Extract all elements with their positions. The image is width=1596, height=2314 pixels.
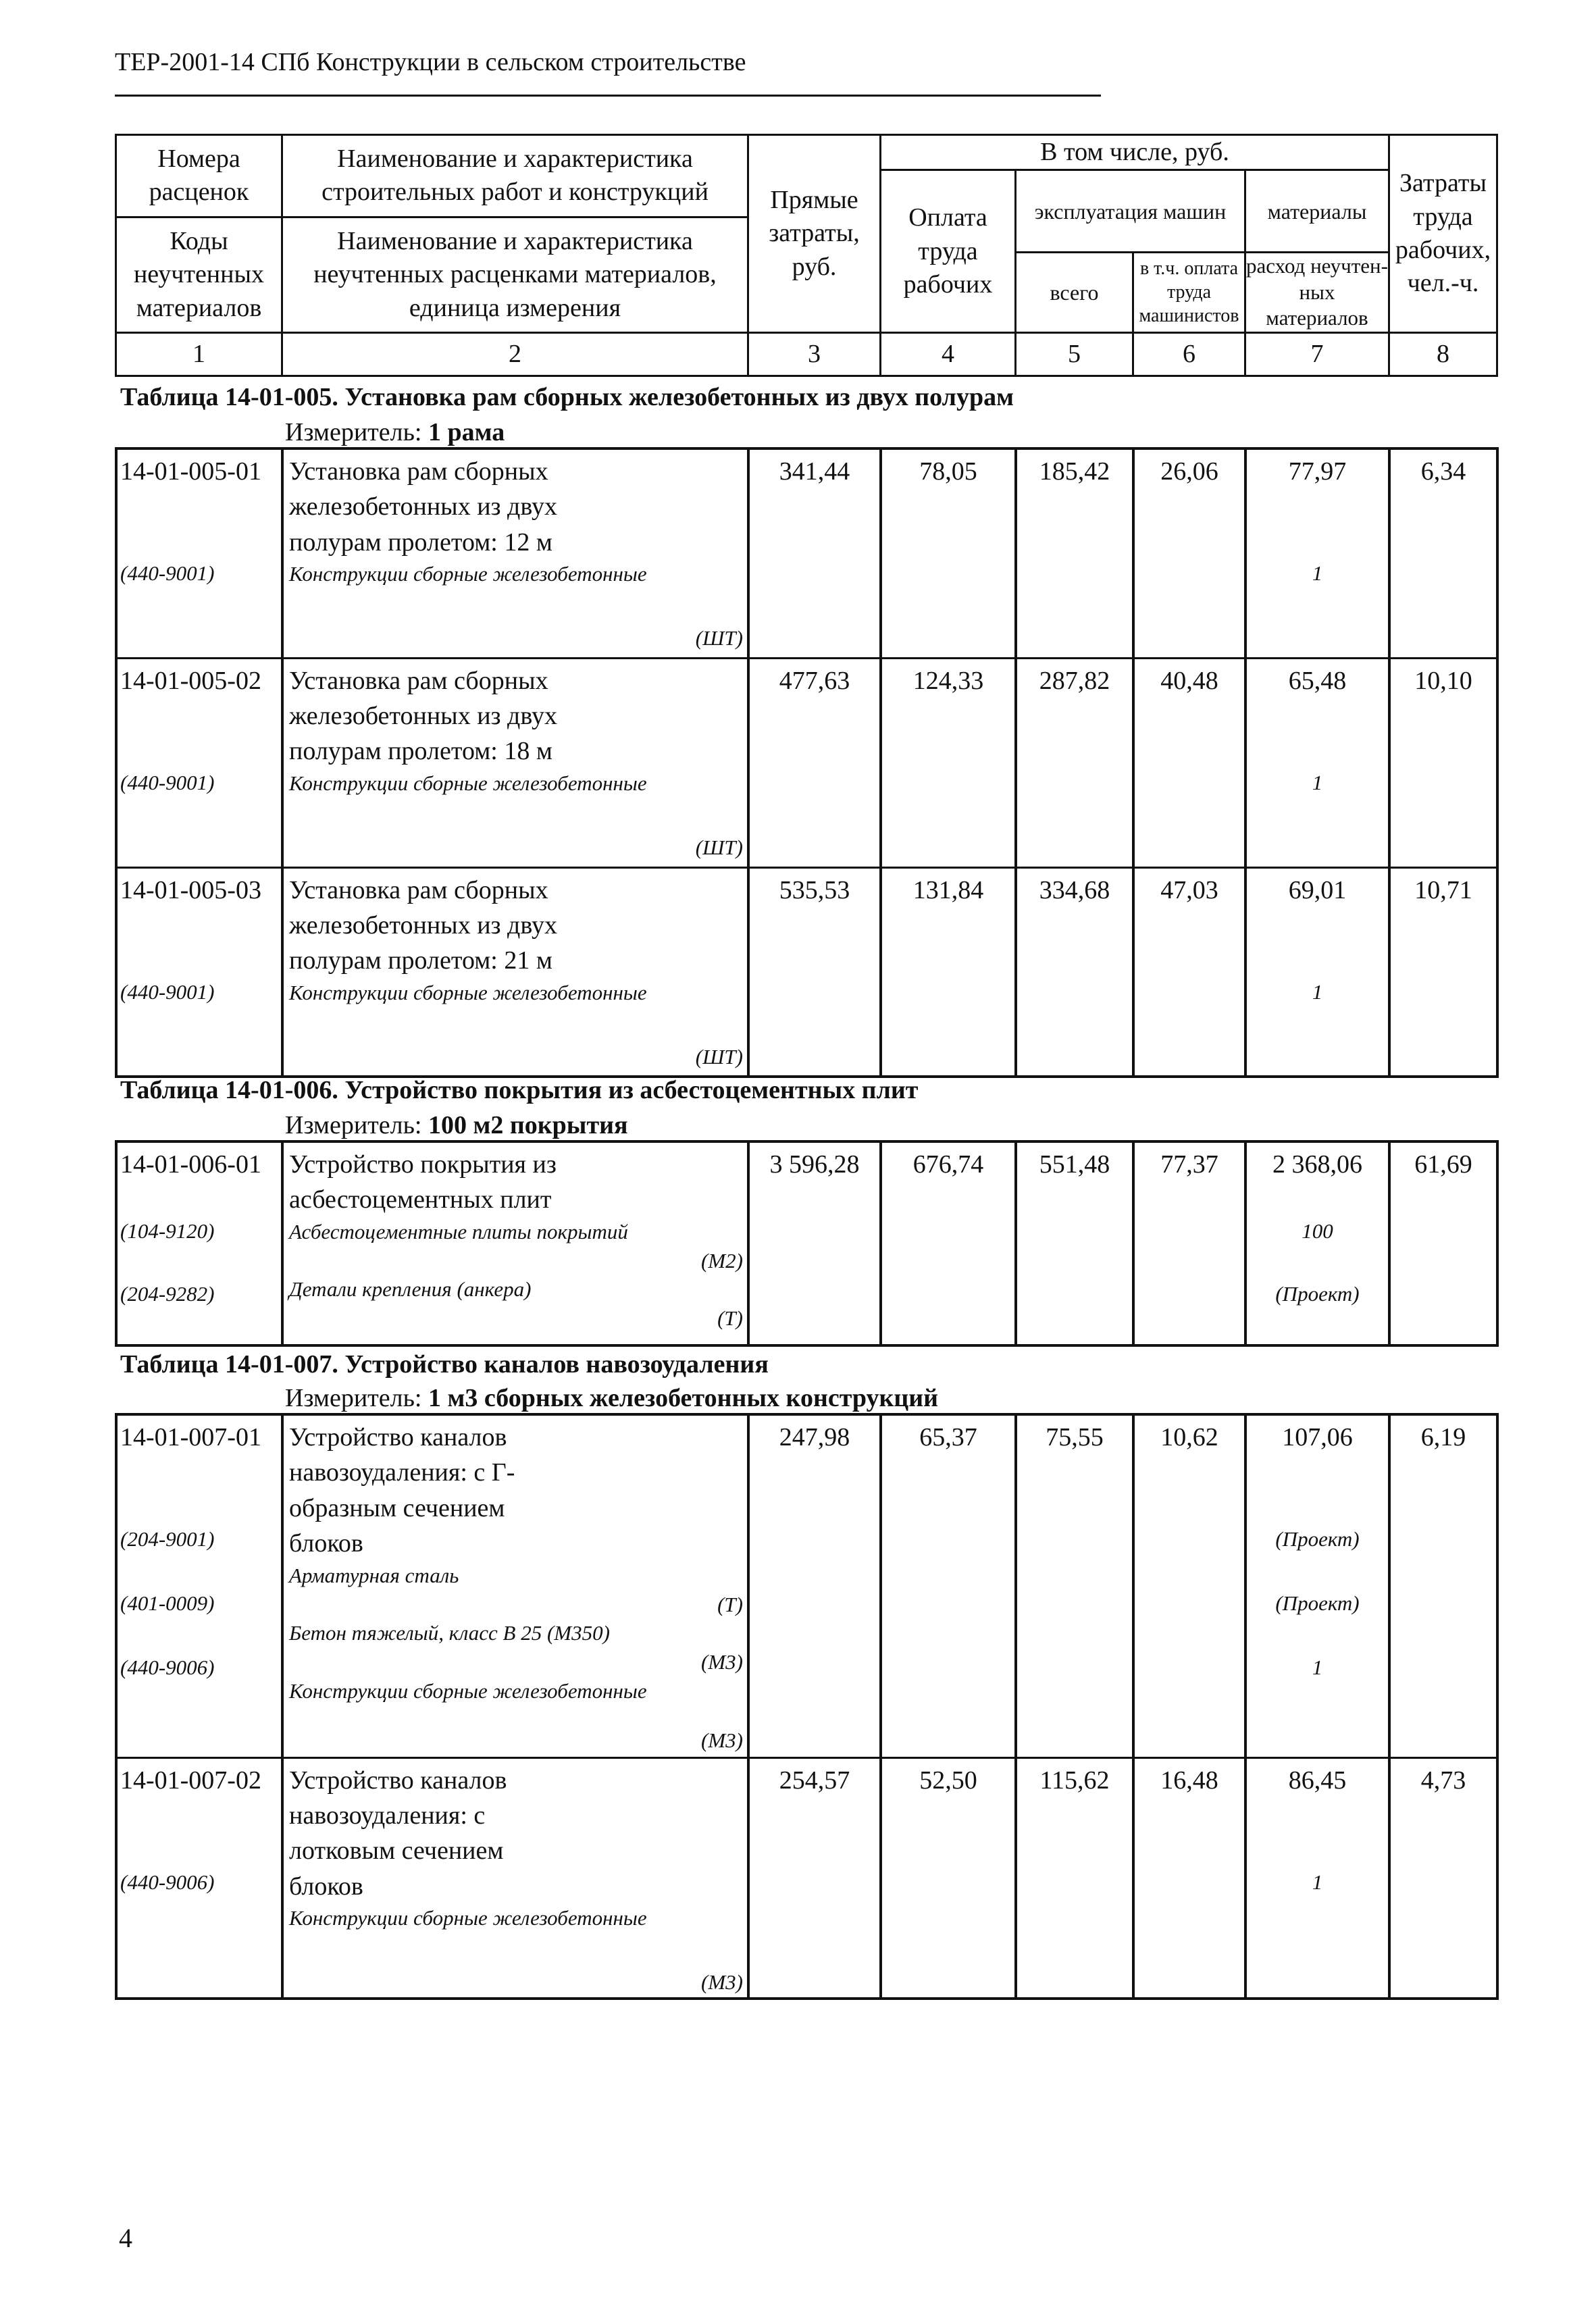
- row-code-cell: [116, 448, 282, 658]
- materials-cell: [1245, 1414, 1389, 1757]
- rate-code: 14-01-007-01: [120, 1423, 261, 1451]
- table-row: [116, 448, 1497, 658]
- labor-cost: 65,37: [881, 1414, 1016, 1757]
- col3-header: Прямые затраты, руб.: [748, 135, 881, 333]
- work-name: Устройство каналов навозоудаления: с Г-образным сечением блоков: [289, 1423, 515, 1558]
- measure: [285, 1110, 628, 1140]
- material-name: Асбестоцементные плиты покрытий: [289, 1219, 628, 1243]
- machinists-pay: 26,06: [1133, 448, 1245, 658]
- work-name: Установка рам сборных железобетонных из двух полурам пролетом: 12 м: [289, 457, 558, 557]
- measure-label: Измеритель:: [285, 1384, 422, 1412]
- labor-cost: 676,74: [881, 1141, 1016, 1345]
- material-unit: (ШТ): [695, 626, 743, 650]
- material-code: (440-9001): [120, 561, 215, 586]
- rate-code: 14-01-006-01: [120, 1150, 261, 1179]
- col2-header: [282, 135, 748, 333]
- material-name: Конструкции сборные железобетонные: [289, 562, 647, 586]
- materials-cell: [1245, 867, 1389, 1077]
- labor-cost: 131,84: [881, 867, 1016, 1077]
- col-num: 3: [748, 333, 881, 376]
- labor-hours: 10,10: [1389, 658, 1497, 867]
- labor-hours: 6,34: [1389, 448, 1497, 658]
- materials-cell: [1245, 1757, 1389, 1999]
- row-name-cell: [282, 867, 748, 1077]
- header-rule: [115, 95, 1101, 97]
- labor-hours: 6,19: [1389, 1414, 1497, 1757]
- material-qty: 100: [1302, 1219, 1333, 1243]
- measure-label: Измеритель:: [285, 418, 422, 446]
- col-num: 1: [116, 333, 282, 376]
- col-num: 8: [1389, 333, 1497, 376]
- row-code-cell: [116, 1141, 282, 1345]
- direct-cost: 247,98: [748, 1414, 881, 1757]
- row-code-cell: [116, 1414, 282, 1757]
- machines-total: 551,48: [1016, 1141, 1133, 1345]
- work-name: Устройство покрытия из асбестоцементных плит: [289, 1150, 557, 1214]
- material-code: (204-9282): [120, 1282, 215, 1306]
- table-row: [116, 658, 1497, 867]
- machines-total: 115,62: [1016, 1757, 1133, 1999]
- material-name: Арматурная сталь: [289, 1563, 459, 1587]
- data-table: [115, 447, 1499, 1078]
- data-table: [115, 1413, 1499, 2000]
- page-number: 4: [119, 2223, 132, 2253]
- material-code: (440-9001): [120, 979, 215, 1004]
- labor-hours: 4,73: [1389, 1757, 1497, 1999]
- work-name: Устройство каналов навозоудаления: с лотковым сечением блоков: [289, 1766, 507, 1901]
- material-qty: 1: [1312, 561, 1323, 586]
- materials-cost: 86,45: [1288, 1766, 1347, 1795]
- col1-label-a: Номера расценок: [117, 143, 281, 218]
- machines-total: 185,42: [1016, 448, 1133, 658]
- material-unit: (ШТ): [695, 835, 743, 859]
- col8-header: Затраты труда рабочих, чел.-ч.: [1389, 135, 1497, 333]
- measure-value: 1 рама: [428, 418, 505, 446]
- material-qty: 1: [1312, 1870, 1323, 1894]
- material-code: (440-9001): [120, 770, 215, 794]
- machines-total: 334,68: [1016, 867, 1133, 1077]
- material-code: (401-0009): [120, 1591, 215, 1616]
- col7-header: расход неучтен- ных материалов: [1245, 252, 1389, 332]
- col-num: 6: [1133, 333, 1245, 376]
- work-name: Установка рам сборных железобетонных из двух полурам пролетом: 18 м: [289, 666, 558, 766]
- material-name: Конструкции сборные железобетонные: [289, 980, 647, 1004]
- table-title: Таблица 14-01-007. Устройство каналов навозоудаления: [120, 1350, 769, 1379]
- measure-value: 1 м3 сборных железобетонных конструкций: [428, 1384, 939, 1412]
- direct-cost: 341,44: [748, 448, 881, 658]
- table-row: [116, 1141, 1497, 1345]
- materials-cost: 65,48: [1288, 666, 1347, 695]
- direct-cost: 535,53: [748, 867, 881, 1077]
- page-header: ТЕР-2001-14 СПб Конструкции в сельском строительстве: [115, 48, 746, 76]
- column-header-table: [115, 134, 1498, 377]
- machinists-pay: 10,62: [1133, 1414, 1245, 1757]
- row-code-cell: [116, 867, 282, 1077]
- material-qty: (Проект): [1275, 1282, 1360, 1306]
- data-table: [115, 1140, 1499, 1347]
- table-title: Таблица 14-01-005. Установка рам сборных железобетонных из двух полурам: [120, 383, 1014, 411]
- material-name: Конструкции сборные железобетонные: [289, 1906, 647, 1930]
- machines-total: 287,82: [1016, 658, 1133, 867]
- material-unit: (М3): [701, 1728, 743, 1752]
- work-name: Установка рам сборных железобетонных из двух полурам пролетом: 21 м: [289, 875, 558, 975]
- rate-code: 14-01-007-02: [120, 1766, 261, 1795]
- material-name: Бетон тяжелый, класс В 25 (М350): [289, 1621, 610, 1645]
- material-code: (104-9120): [120, 1219, 215, 1243]
- col-num: 2: [282, 333, 748, 376]
- material-qty: (Проект): [1275, 1527, 1360, 1551]
- labor-cost: 52,50: [881, 1757, 1016, 1999]
- machinists-pay: 77,37: [1133, 1141, 1245, 1345]
- col2-label-b: Наименование и характеристика неучтенных расценками материалов, единица измерения: [313, 226, 717, 322]
- row-code-cell: [116, 658, 282, 867]
- material-unit: (М3): [701, 1650, 743, 1674]
- measure-value: 100 м2 покрытия: [428, 1111, 628, 1139]
- measure-label: Измеритель:: [285, 1111, 422, 1139]
- col1-header: [116, 135, 282, 333]
- materials-cost: 69,01: [1288, 875, 1347, 904]
- machines-total: 75,55: [1016, 1414, 1133, 1757]
- material-name: Конструкции сборные железобетонные: [289, 771, 647, 795]
- material-unit: (Т): [717, 1592, 743, 1616]
- materials-cost: 77,97: [1288, 457, 1347, 486]
- row-name-cell: [282, 658, 748, 867]
- direct-cost: 254,57: [748, 1757, 881, 1999]
- row-code-cell: [116, 1757, 282, 1999]
- col4-header: Оплата труда рабочих: [881, 170, 1016, 333]
- measure: [285, 1383, 938, 1413]
- measure: [285, 417, 505, 447]
- materials-cell: [1245, 448, 1389, 658]
- material-qty: (Проект): [1275, 1591, 1360, 1616]
- materials-cell: [1245, 1141, 1389, 1345]
- material-unit: (ШТ): [695, 1044, 743, 1069]
- col6-header: в т.ч. оплата труда машинистов: [1133, 252, 1245, 332]
- col5-header: всего: [1016, 252, 1133, 332]
- col-num: 7: [1245, 333, 1389, 376]
- labor-hours: 61,69: [1389, 1141, 1497, 1345]
- materials-cell: [1245, 658, 1389, 867]
- rate-code: 14-01-005-03: [120, 875, 261, 904]
- machinists-pay: 40,48: [1133, 658, 1245, 867]
- row-name-cell: [282, 1757, 748, 1999]
- table-row: [116, 867, 1497, 1077]
- labor-cost: 78,05: [881, 448, 1016, 658]
- labor-cost: 124,33: [881, 658, 1016, 867]
- material-unit: (М2): [701, 1248, 743, 1272]
- col-num: 4: [881, 333, 1016, 376]
- material-name: Детали крепления (анкера): [289, 1277, 532, 1302]
- col2-label-a: Наименование и характеристика строительных работ и конструкций: [283, 143, 747, 218]
- material-code: (204-9001): [120, 1527, 215, 1551]
- material-qty: 1: [1312, 770, 1323, 794]
- table-row: [116, 1757, 1497, 1999]
- table-title: Таблица 14-01-006. Устройство покрытия из асбестоцементных плит: [120, 1076, 919, 1104]
- direct-cost: 477,63: [748, 658, 881, 867]
- row-name-cell: [282, 1414, 748, 1757]
- machinists-pay: 47,03: [1133, 867, 1245, 1077]
- machinists-pay: 16,48: [1133, 1757, 1245, 1999]
- rate-code: 14-01-005-01: [120, 457, 261, 486]
- machines-header: эксплуатация машин: [1016, 170, 1245, 252]
- materials-header: материалы: [1245, 170, 1389, 252]
- material-unit: (Т): [717, 1306, 743, 1331]
- material-name: Конструкции сборные железобетонные: [289, 1678, 647, 1703]
- col1-label-b: Коды неучтенных материалов: [133, 226, 265, 322]
- materials-cost: 107,06: [1282, 1423, 1353, 1451]
- material-qty: 1: [1312, 979, 1323, 1004]
- rate-code: 14-01-005-02: [120, 666, 261, 695]
- group-header: В том числе, руб.: [881, 135, 1389, 170]
- labor-hours: 10,71: [1389, 867, 1497, 1077]
- row-name-cell: [282, 1141, 748, 1345]
- row-name-cell: [282, 448, 748, 658]
- material-qty: 1: [1312, 1655, 1323, 1679]
- material-code: (440-9006): [120, 1655, 215, 1679]
- col-num: 5: [1016, 333, 1133, 376]
- material-code: (440-9006): [120, 1870, 215, 1894]
- direct-cost: 3 596,28: [748, 1141, 881, 1345]
- materials-cost: 2 368,06: [1272, 1150, 1362, 1179]
- table-row: [116, 1414, 1497, 1757]
- material-unit: (М3): [701, 1970, 743, 1995]
